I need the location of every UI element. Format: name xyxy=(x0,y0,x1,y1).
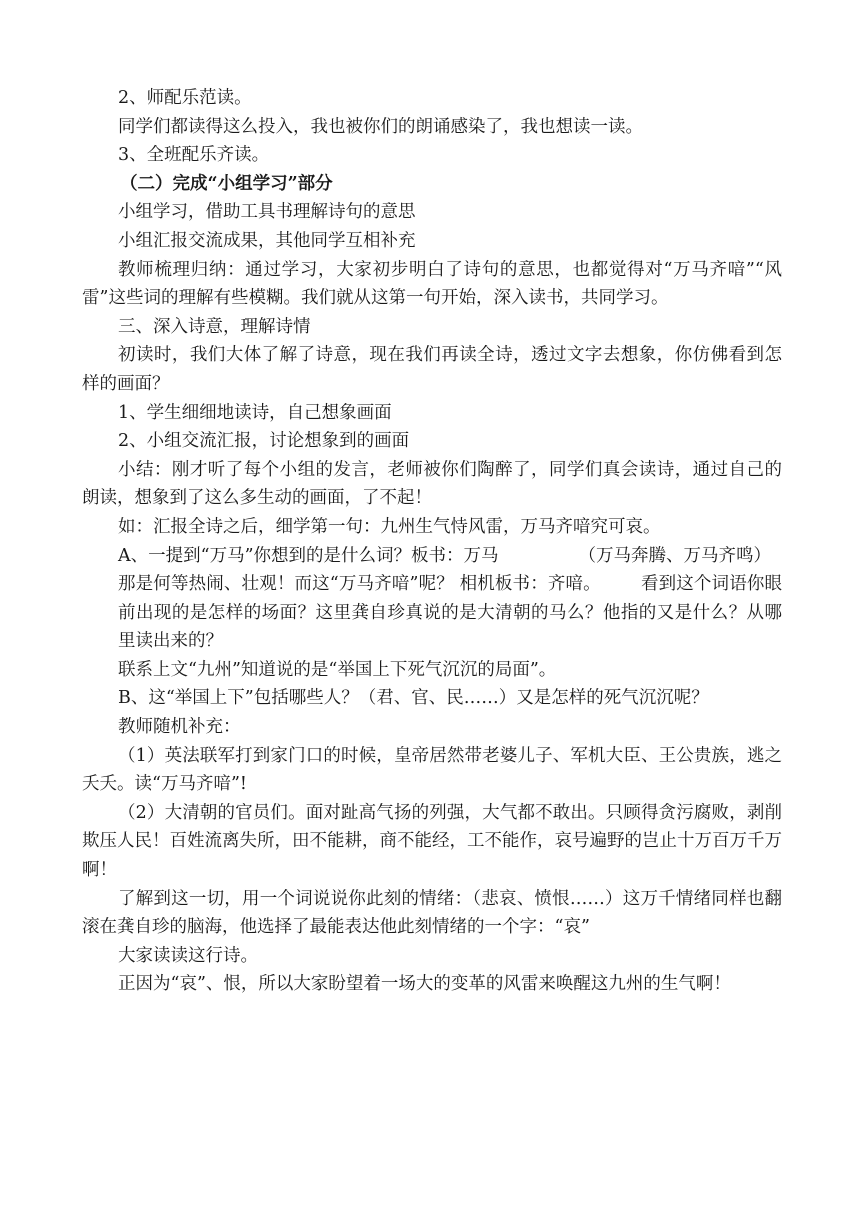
paragraph-group-report: 小组汇报交流成果，其他同学互相补充 xyxy=(118,230,416,251)
paragraph-step-1: 1、学生细细地读诗，自己想象画面 xyxy=(118,402,392,423)
paragraph-closing: 正因为“哀”、恨，所以大家盼望着一场大的变革的风雷来唤醒这九州的生气啊！ xyxy=(118,974,731,995)
section-heading-deep-reading: 三、深入诗意，理解诗情 xyxy=(118,316,311,337)
question-a-answer: （万马奔腾、万马齐鸣） xyxy=(578,545,772,566)
section-heading-group-study: （二）完成“小组学习”部分 xyxy=(120,173,333,194)
wanma-qiyin-text: 那是何等热闹、壮观！而这“万马齐喑”呢？ 相机板书：齐喑。 xyxy=(118,574,601,595)
paragraph-question-b: B、这“举国上下”包括哪些人？（君、官、民……）又是怎样的死气沉沉呢？ xyxy=(118,688,709,709)
paragraph-teacher-summary: 教师梳理归纳：通过学习，大家初步明白了诗句的意思，也都觉得对“万马齐喑”“风雷”这些词的理解有些模糊。我们就从这第一句开始，深入读书，共同学习。 xyxy=(82,259,782,309)
paragraph-question-a xyxy=(82,542,782,571)
paragraph-first-reading: 初读时，我们大体了解了诗意，现在我们再读全诗，透过文字去想象，你仿佛看到怎样的画面？ xyxy=(82,345,782,394)
paragraph-wanma-qiyin xyxy=(82,570,782,656)
document-body xyxy=(82,84,782,999)
paragraph-read-line: 大家读读这行诗。 xyxy=(118,945,258,966)
paragraph-group-study: 小组学习，借助工具书理解诗句的意思 xyxy=(118,202,416,223)
question-a-text: A、一提到“万马”你想到的是什么词？板书：万马 xyxy=(118,545,499,566)
paragraph-step-2: 2、小组交流汇报，讨论想象到的画面 xyxy=(118,431,410,452)
paragraph-supplement-1: （1）英法联军打到家门口的时候，皇帝居然带老婆儿子、军机大臣、王公贵族，逃之夭夭。读“万马齐喑”! xyxy=(82,745,782,795)
paragraph-teacher-supplement: 教师随机补充： xyxy=(118,717,241,738)
paragraph-supplement-2: （2）大清朝的官员们。面对趾高气扬的列强，大气都不敢出。只顾得贪污腐败，剥削欺压人民！百姓流离失所，田不能耕，商不能经，工不能作，哀号遍野的岂止十万百万千万啊！ xyxy=(82,802,782,881)
paragraph-class-reading: 3、全班配乐齐读。 xyxy=(118,145,270,166)
paragraph-teacher-remark: 同学们都读得这么投入，我也被你们的朗诵感染了，我也想读一读。 xyxy=(118,116,643,137)
paragraph-jiuzhou: 联系上文“九州”知道说的是“举国上下死气沉沉的局面”。 xyxy=(118,659,557,680)
paragraph-conclusion: 小结：刚才听了每个小组的发言，老师被你们陶醉了，同学们真会读诗，通过自己的朗读，想象到了这么多生动的画面，了不起！ xyxy=(82,459,782,509)
paragraph-example: 如：汇报全诗之后，细学第一句：九州生气恃风雷，万马齐喑究可哀。 xyxy=(118,516,661,537)
paragraph-teacher-reading: 2、师配乐范读。 xyxy=(118,88,252,108)
paragraph-emotion: 了解到这一切，用一个词说说你此刻的情绪：（悲哀、愤恨……）这万千情绪同样也翻滚在龚自珍的脑海，他选择了最能表达他此刻情绪的一个字：“哀” xyxy=(82,888,782,938)
wanma-qiyin-question: 看到这个词语你眼前出现的是怎样的场面？这里龚自珍真说的是大清朝的马么？他指的又是什么？从哪里读出来的？ xyxy=(118,574,782,652)
